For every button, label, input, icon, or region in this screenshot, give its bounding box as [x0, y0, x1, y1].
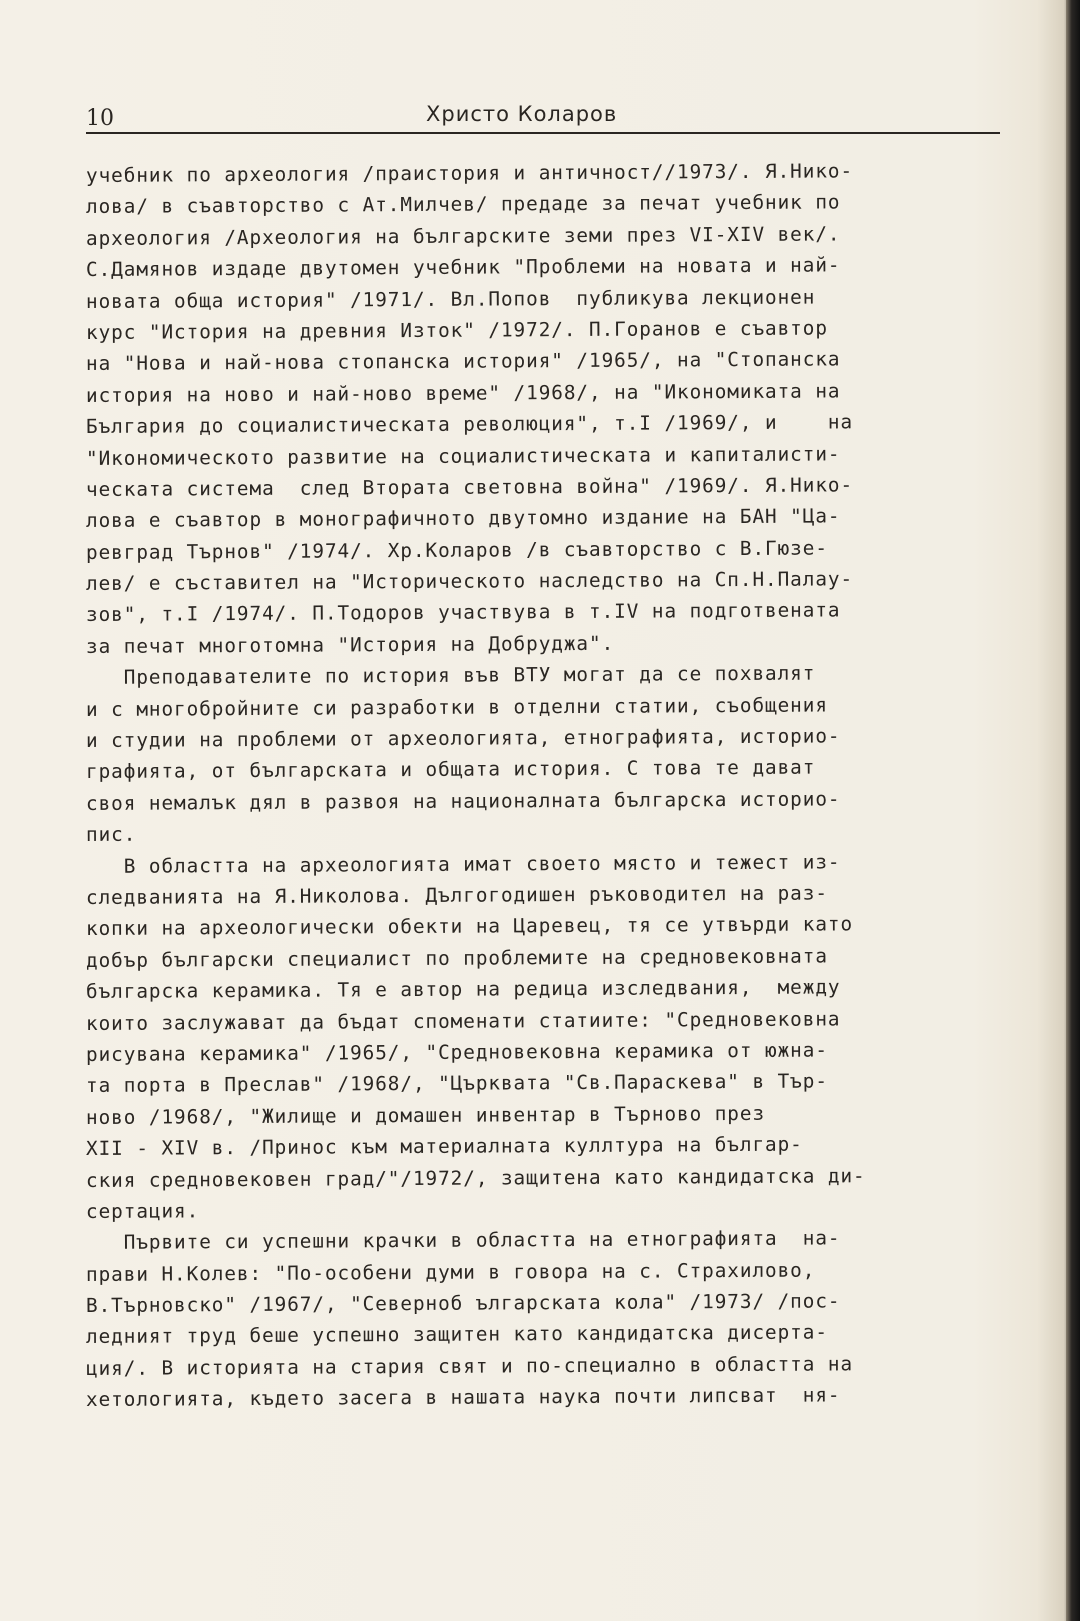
text-line: копки на археологически обекти на Царевец, тя се утвърди като: [85, 912, 854, 941]
text-line: "Икономическото развитие на социалистическата и капиталисти-: [85, 441, 841, 470]
text-line: ския средновековен град/"/1972/, защитена като кандидатска ди-: [85, 1163, 866, 1192]
text-line: лев/ е съставител на "Историческото наследство на Сп.Н.Палау-: [85, 567, 854, 596]
text-line: ново /1968/, "Жилище и домашен инвентар в Търново през: [85, 1101, 766, 1129]
running-title: Христо Коларов: [426, 102, 618, 126]
page-number: 10: [86, 106, 114, 131]
text-line: рисувана керамика" /1965/, "Средновековна керамика от южна-: [85, 1038, 828, 1066]
text-line: хетологията, където засега в нашата наука почти липсват ня-: [85, 1383, 841, 1412]
text-line: Първите си успешни крачки в областта на етнографията на-: [85, 1226, 841, 1255]
text-line: лова/ в съавторство с Ат.Милчев/ предаде за печат учебник по: [85, 190, 841, 219]
text-line: та порта в Преслав" /1968/, "Църквата "Св.Параскева" в Тър-: [85, 1069, 828, 1098]
text-line: следванията на Я.Николова. Дългогодишен ръководител на раз-: [85, 881, 828, 909]
text-line: своя немалък дял в развоя на националната българска историо-: [85, 787, 841, 815]
text-line: лова е съавтор в монографичното двутомно издание на БАН "Ца-: [85, 504, 841, 533]
text-line: новата обща история" /1971/. Вл.Попов публикува лекционен: [85, 285, 816, 313]
text-line: XII - XIV в. /Принос към материалната куллтура на българ-: [85, 1132, 803, 1161]
text-line: графията, от българската и общата история. С това те дават: [85, 755, 816, 784]
text-line: пис.: [85, 822, 137, 847]
text-line: ревград Търнов" /1974/. Хр.Коларов /в съавторство с В.Гюзе-: [85, 536, 828, 564]
text-line: археология /Археология на българските земи през VI-XIV век/.: [85, 222, 841, 250]
text-line: С.Дамянов издаде двутомен учебник "Проблеми на новата и най-: [85, 253, 841, 282]
text-line: история на ново и най-ново време" /1968/, на "Икономиката на: [85, 379, 841, 407]
text-line: българска керамика. Тя е автор на редица изследвания, между: [85, 975, 841, 1004]
text-line: прави Н.Колев: "По-особени думи в говора на с. Страхилово,: [85, 1258, 816, 1286]
text-line: които заслужават да бъдат споменати статиите: "Средновековна: [85, 1006, 841, 1035]
text-line: зов", т.I /1974/. П.Тодоров участвува в т.IV на подготвената: [85, 598, 841, 627]
text-line: ция/. В историята на стария свят и по-специално в областта на: [85, 1352, 854, 1380]
text-line: и студии на проблеми от археологията, етнографията, историо-: [85, 724, 841, 753]
text-line: Преподавателите по история във ВТУ могат да се похвалят: [85, 661, 816, 690]
text-line: ледният труд беше успешно защитен като кандидатска дисерта-: [85, 1320, 828, 1349]
page-header: [86, 98, 1000, 134]
text-line: добър български специалист по проблемите на средновековната: [85, 944, 828, 972]
text-line: сертация.: [85, 1199, 200, 1223]
book-binding-edge: [1066, 0, 1080, 1621]
text-line: курс "История на древния Изток" /1972/. П.Горанов е съавтор: [85, 316, 828, 344]
text-line: България до социалистическата революция", т.I /1969/, и на: [85, 410, 854, 439]
text-line: учебник по археология /праистория и античност//1973/. Я.Нико-: [85, 159, 854, 187]
text-line: за печат многотомна "История на Добруджа".: [85, 631, 615, 658]
text-line: и с многобройните си разработки в отделни статии, съобщения: [85, 693, 828, 721]
text-line: ческата система след Втората световна война" /1969/. Я.Нико-: [85, 473, 854, 501]
body-text: [86, 160, 1016, 1416]
text-line: на "Нова и най-нова стопанска история" /1965/, на "Стопанска: [85, 347, 841, 376]
text-line: В областта на археологията имат своето място и тежест из-: [85, 849, 841, 878]
text-line: В.Търновско" /1967/, "Северноб ългарската кола" /1973/ /пос-: [85, 1289, 841, 1318]
